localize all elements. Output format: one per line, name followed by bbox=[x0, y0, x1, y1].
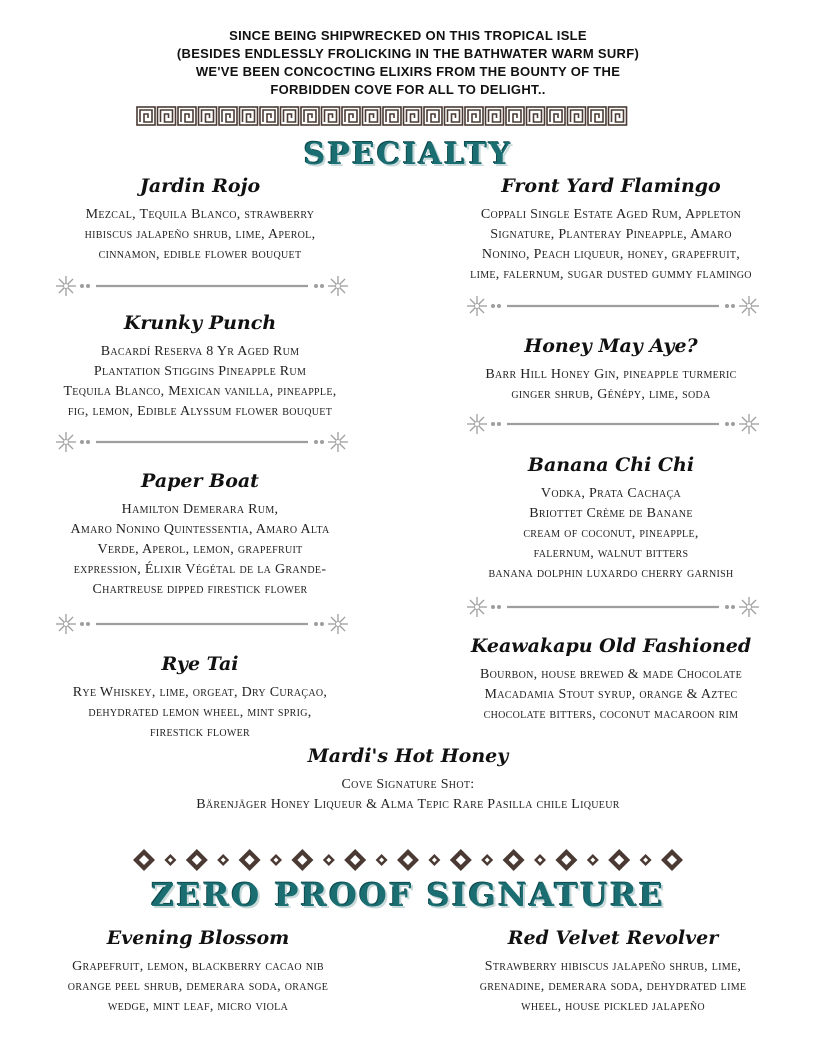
description-line: Grapefruit, lemon, blackberry cacao nib bbox=[72, 959, 324, 974]
description-line: Mezcal, Tequila Blanco, strawberry bbox=[85, 207, 315, 222]
description-line: wheel, house pickled jalapeño bbox=[521, 999, 705, 1014]
description-line: Bourbon, house brewed & made Chocolate bbox=[480, 667, 742, 682]
drink-name: Front Yard Flamingo bbox=[501, 175, 721, 197]
description-line: expression, Élixir Végétal de la Grande- bbox=[73, 562, 327, 577]
drink-description bbox=[50, 342, 350, 422]
drink-name: Mardi's Hot Honey bbox=[307, 745, 509, 767]
description-line: hibiscus jalapeño shrub, lime, Aperol, bbox=[84, 227, 316, 242]
drink-description bbox=[456, 365, 766, 405]
description-line: wedge, mint leaf, micro viola bbox=[107, 999, 289, 1014]
description-line: Strawberry hibiscus jalapeño shrub, lime, bbox=[484, 959, 742, 974]
intro-line: WE'VE BEEN CONCOCTING ELIXIRS FROM THE BOUNTY OF THE bbox=[195, 64, 621, 79]
drink-paper-boat bbox=[50, 470, 350, 600]
specialty-heading: SPECIALTY bbox=[303, 137, 513, 172]
description-line: banana dolphin luxardo cherry garnish bbox=[488, 566, 734, 581]
description-line: cinnamon, edible flower bouquet bbox=[98, 247, 302, 262]
drink-description bbox=[50, 500, 350, 600]
intro-text bbox=[0, 27, 816, 99]
drink-name: Honey May Aye? bbox=[524, 335, 698, 357]
description-line: lime, falernum, sugar dusted gummy flamingo bbox=[470, 267, 752, 282]
description-line: Signature, Planteray Pineapple, Amaro bbox=[490, 227, 732, 242]
drink-evening-blossom bbox=[48, 927, 348, 1017]
description-line: Bärenjäger Honey Liqueur & Alma Tepic Rare Pasilla chile Liqueur bbox=[196, 797, 620, 812]
intro-line: FORBIDDEN COVE FOR ALL TO DELIGHT.. bbox=[270, 82, 546, 97]
drink-name: Red Velvet Revolver bbox=[507, 927, 719, 949]
description-line: Barr Hill Honey Gin, pineapple turmeric bbox=[485, 367, 737, 382]
drink-description bbox=[456, 205, 766, 285]
drink-name: Banana Chi Chi bbox=[527, 454, 695, 476]
drink-banana-chi-chi bbox=[456, 454, 766, 584]
intro-line: SINCE BEING SHIPWRECKED ON THIS TROPICAL ISLE bbox=[229, 28, 587, 43]
description-line: chocolate bitters, coconut macaroon rim bbox=[483, 707, 739, 722]
description-line: Bacardí Reserva 8 Yr Aged Rum bbox=[100, 344, 300, 359]
description-line: dehydrated lemon wheel, mint sprig, bbox=[88, 705, 312, 720]
drink-description bbox=[48, 957, 348, 1017]
drink-name: Evening Blossom bbox=[106, 927, 290, 949]
description-line: grenadine, demerara soda, dehydrated lime bbox=[479, 979, 747, 994]
drink-description bbox=[50, 205, 350, 265]
drink-front-yard-flamingo bbox=[456, 175, 766, 285]
drink-description bbox=[456, 484, 766, 584]
ornament-divider bbox=[52, 271, 352, 301]
description-line: Hamilton Demerara Rum, bbox=[121, 502, 279, 517]
description-line: falernum, walnut bitters bbox=[533, 546, 689, 561]
ornament-divider bbox=[463, 592, 763, 622]
diamond-border bbox=[130, 846, 686, 874]
description-line: orange peel shrub, demerara soda, orange bbox=[67, 979, 329, 994]
description-line: Tequila Blanco, Mexican vanilla, pineapple, bbox=[63, 384, 337, 399]
drink-name: Keawakapu Old Fashioned bbox=[470, 635, 752, 657]
ornament-divider bbox=[52, 609, 352, 639]
description-line: ginger shrub, Génépy, lime, soda bbox=[511, 387, 711, 402]
zero-proof-heading: ZERO PROOF SIGNATURE bbox=[150, 876, 666, 914]
drink-name: Paper Boat bbox=[141, 470, 259, 492]
drink-name: Rye Tai bbox=[161, 653, 239, 675]
ornament-divider bbox=[463, 291, 763, 321]
description-line: Vodka, Prata Cachaça bbox=[540, 486, 682, 501]
drink-krunky-punch bbox=[50, 312, 350, 422]
drink-description bbox=[108, 775, 708, 815]
intro-line: (BESIDES ENDLESSLY FROLICKING IN THE BATHWATER WARM SURF) bbox=[176, 46, 640, 61]
description-line: Nonino, Peach liqueur, honey, grapefruit, bbox=[481, 247, 741, 262]
description-line: fig, lemon, Edible Alyssum flower bouquet bbox=[67, 404, 333, 419]
drink-description bbox=[456, 665, 766, 725]
drink-mardis-hot-honey bbox=[108, 745, 708, 815]
ornament-divider bbox=[52, 427, 352, 457]
drink-honey-may-aye bbox=[456, 335, 766, 405]
greek-key-border bbox=[136, 106, 628, 126]
description-line: Briottet Crème de Banane bbox=[529, 506, 693, 521]
description-line: Plantation Stiggins Pineapple Rum bbox=[93, 364, 307, 379]
description-line: Rye Whiskey, lime, orgeat, Dry Curaçao, bbox=[72, 685, 328, 700]
description-line: firestick flower bbox=[150, 725, 250, 740]
drink-keawakapu-old-fashioned bbox=[456, 635, 766, 725]
description-line: Amaro Nonino Quintessentia, Amaro Alta bbox=[70, 522, 330, 537]
description-line: Macadamia Stout syrup, orange & Aztec bbox=[484, 687, 738, 702]
drink-description bbox=[458, 957, 768, 1017]
drink-name: Jardin Rojo bbox=[139, 175, 261, 197]
description-line: Coppali Single Estate Aged Rum, Appleton bbox=[480, 207, 742, 222]
ornament-divider bbox=[463, 409, 763, 439]
description-line: cream of coconut, pineapple, bbox=[523, 526, 699, 541]
description-line: Cove Signature Shot: bbox=[341, 777, 475, 792]
drink-description bbox=[50, 683, 350, 743]
drink-jardin-rojo bbox=[50, 175, 350, 265]
drink-red-velvet-revolver bbox=[458, 927, 768, 1017]
description-line: Verde, Aperol, lemon, grapefruit bbox=[97, 542, 303, 557]
drink-rye-tai bbox=[50, 653, 350, 743]
drink-name: Krunky Punch bbox=[123, 312, 277, 334]
description-line: Chartreuse dipped firestick flower bbox=[92, 582, 308, 597]
